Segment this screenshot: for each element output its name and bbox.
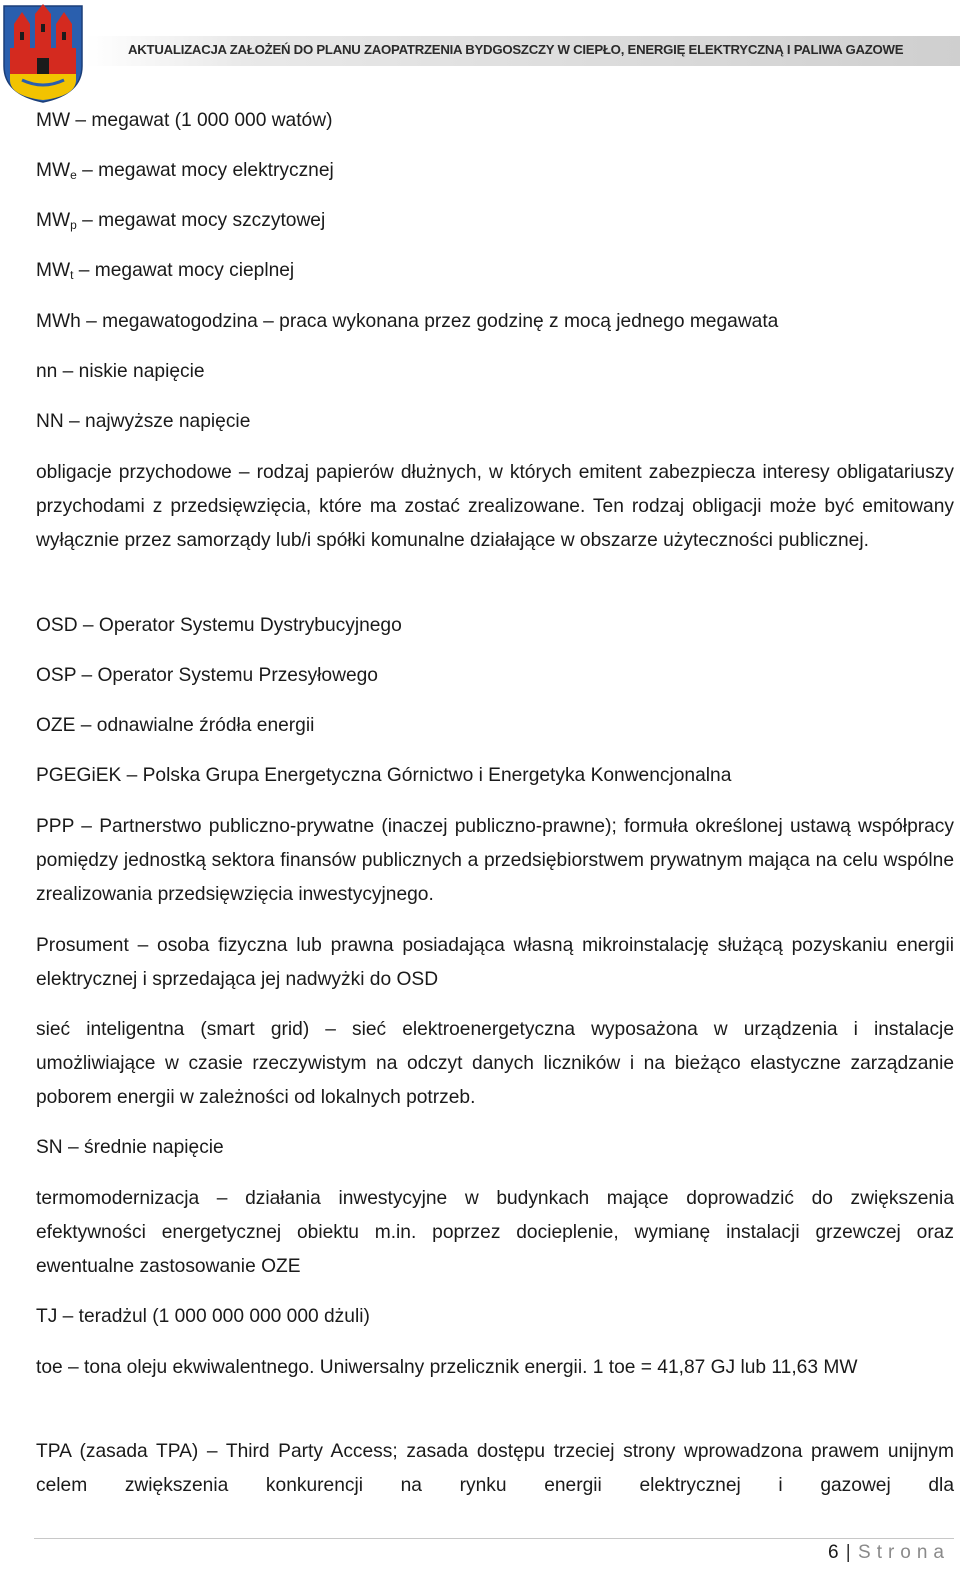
glossary-entry: SN – średnie napięcie — [36, 1137, 224, 1158]
glossary-entry — [36, 154, 954, 188]
term-subscript: e — [70, 168, 77, 182]
term: MW — [36, 160, 71, 181]
page-label: Strona — [858, 1542, 950, 1563]
page-footer — [828, 1542, 950, 1564]
header-title: AKTUALIZACJA ZAŁOŻEŃ DO PLANU ZAOPATRZENIA BYDGOSZCZY W CIEPŁO, ENERGIĘ ELEKTRYCZNĄ I PALIWA GAZOWE — [128, 42, 904, 57]
page-number: 6 — [827, 1542, 839, 1563]
footer-rule — [34, 1538, 954, 1539]
glossary-entry: TPA (zasada TPA) – Third Party Access; zasada dostępu trzeciej strony wprowadzona prawem unijnym celem zwiększenia konkurencji na rynku energii elektrycznej i gazowej dla — [36, 1441, 954, 1496]
glossary-entry: Prosument – osoba fizyczna lub prawna posiadająca własną mikroinstalację służącą pozyskaniu energii elektrycznej i sprzedająca jej nadwyżki do OSD — [36, 935, 954, 990]
term-subscript: p — [70, 218, 77, 232]
glossary-entry: PPP – Partnerstwo publiczno-prywatne (inaczej publiczno-prawne); formuła określonej ustawą współpracy pomiędzy jednostką sektora finansów publicznych a przedsiębiorstwem prywatnym mająca na celu wspólne zrealizowania przedsięwzięcia inwestycyjnego. — [36, 816, 954, 905]
glossary-entry: TJ – teradżul (1 000 000 000 000 dżuli) — [36, 1306, 370, 1327]
term: MW — [36, 260, 71, 281]
city-crest-icon — [2, 4, 84, 104]
definition: – megawat mocy elektrycznej — [76, 160, 334, 181]
glossary-entry: MW – megawat (1 000 000 watów) — [36, 110, 333, 131]
glossary-entry: OSD – Operator Systemu Dystrybucyjnego — [36, 615, 402, 636]
glossary-entry: PGEGiEK – Polska Grupa Energetyczna Górnictwo i Energetyka Konwencjonalna — [36, 765, 732, 786]
glossary-entry: NN – najwyższe napięcie — [36, 411, 251, 432]
definition: – megawat mocy szczytowej — [76, 210, 326, 231]
glossary-entry: termomodernizacja – działania inwestycyjne w budynkach mające doprowadzić do zwiększenia efektywności energetycznej obiektu m.in. poprzez docieplenie, wymianę instalacji grzewczej oraz ewentualne zastosowanie OZE — [36, 1188, 954, 1277]
glossary-entry: OZE – odnawialne źródła energii — [36, 715, 315, 736]
glossary-entry — [36, 254, 954, 288]
definition: – megawat mocy cieplnej — [73, 260, 295, 281]
footer-separator: | — [845, 1542, 851, 1563]
glossary-entry: toe – tona oleju ekwiwalentnego. Uniwersalny przelicznik energii. 1 toe = 41,87 GJ lub 11,63 MW — [36, 1357, 858, 1378]
glossary-entry: obligacje przychodowe – rodzaj papierów dłużnych, w których emitent zabezpiecza interesy obligatariuszy przychodami z przedsięwzięcia, które ma zostać zrealizowane. Ten rodzaj obligacji może być emitowany wyłącznie przez samorządy lub/i spółki komunalne działające w obszarze użyteczności publicznej. — [36, 462, 954, 551]
term: MW — [36, 210, 71, 231]
glossary-entry: nn – niskie napięcie — [36, 361, 205, 382]
term-subscript: t — [70, 268, 74, 282]
glossary-entry — [36, 204, 954, 238]
glossary-entry: MWh – megawatogodzina – praca wykonana przez godzinę z mocą jednego megawata — [36, 311, 779, 332]
glossary-entry: sieć inteligentna (smart grid) – sieć elektroenergetyczna wyposażona w urządzenia i instalacje umożliwiające w czasie rzeczywistym na odczyt danych liczników i na bieżąco elastyczne zarządzanie poborem energii w zależności od lokalnych potrzeb. — [36, 1019, 954, 1108]
glossary-entry: OSP – Operator Systemu Przesyłowego — [36, 665, 378, 686]
